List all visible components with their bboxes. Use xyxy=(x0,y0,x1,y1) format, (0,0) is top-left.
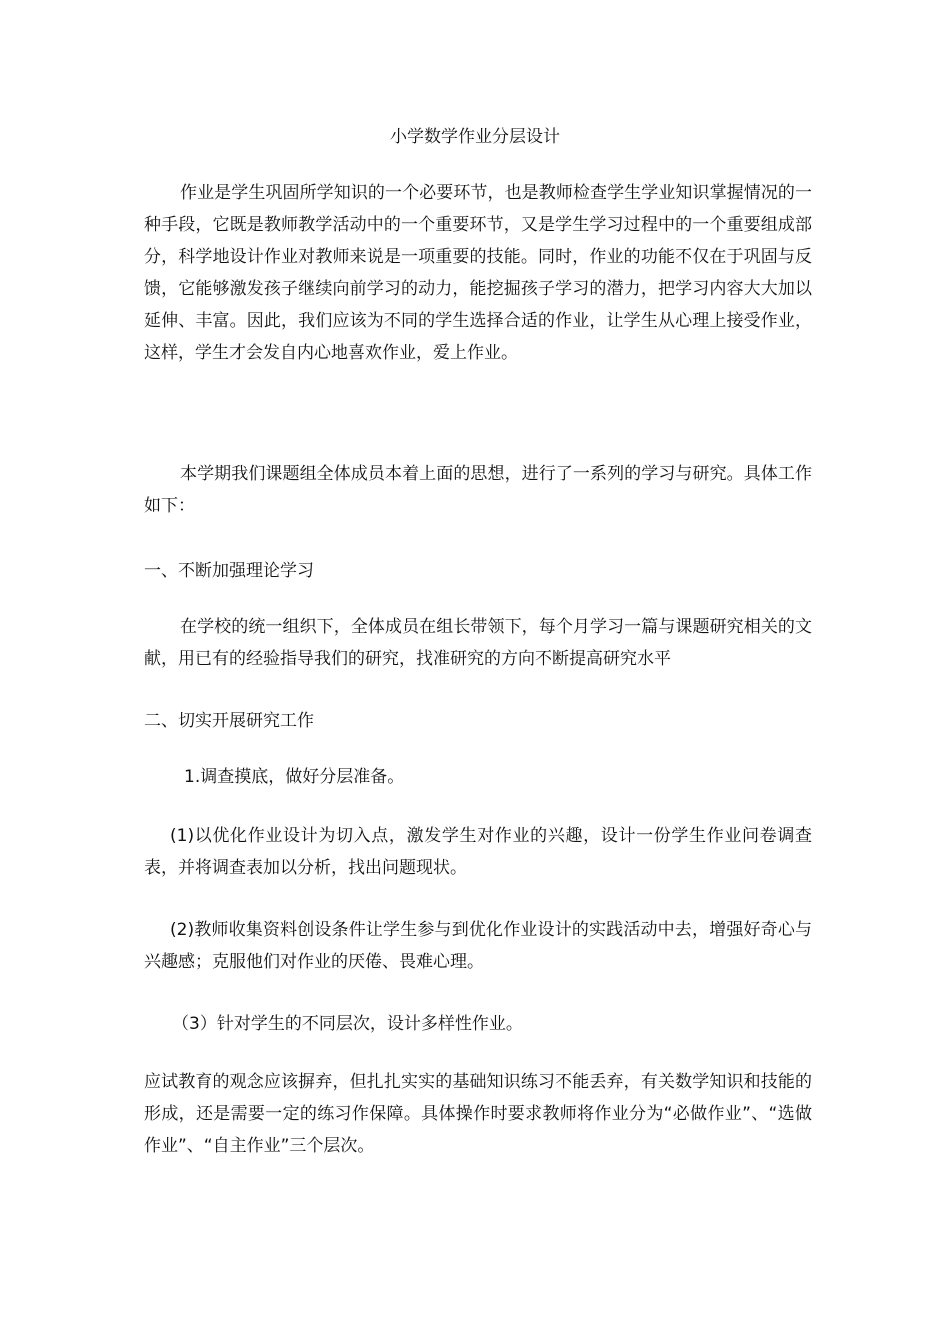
sub-item-1: (1)以优化作业设计为切入点，激发学生对作业的兴趣，设计一份学生作业问卷调查表，并将调查表加以分析，找出问题现状。 xyxy=(144,826,812,878)
sub-item-2: (2)教师收集资料创设条件让学生参与到优化作业设计的实践活动中去，增强好奇心与兴趣感；克服他们对作业的厌倦、畏难心理。 xyxy=(144,920,812,972)
section2-heading: 二、切实开展研究工作 xyxy=(144,711,314,731)
intro-paragraph: 作业是学生巩固所学知识的一个必要环节，也是教师检查学生学业知识掌握情况的一种手段，它既是教师教学活动中的一个重要环节，又是学生学习过程中的一个重要组成部分，科学地设计作业对教师来说是一项重要的技能。同时，作业的功能不仅在于巩固与反馈，它能够激发孩子继续向前学习的动力，能挖掘孩子学习的潜力，把学习内容大大加以延伸、丰富。因此，我们应该为不同的学生选择合适的作业，让学生从心理上接受作业，这样，学生才会发自内心地喜欢作业，爱上作业。 xyxy=(144,183,812,363)
section1-paragraph: 在学校的统一组织下，全体成员在组长带领下，每个月学习一篇与课题研究相关的文献，用已有的经验指导我们的研究，找准研究的方向不断提高研究水平 xyxy=(144,617,812,669)
closing-paragraph: 应试教育的观念应该摒弃，但扎扎实实的基础知识练习不能丢弃，有关数学知识和技能的形成，还是需要一定的练习作保障。具体操作时要求教师将作业分为“必做作业”、“选做作业”、“自主作业”三个层次。 xyxy=(144,1072,812,1156)
item1-heading: 1.调查摸底，做好分层准备。 xyxy=(184,767,405,787)
document-title: 小学数学作业分层设计 xyxy=(390,127,560,147)
section1-heading: 一、不断加强理论学习 xyxy=(144,561,314,581)
sub-item-3: （3）针对学生的不同层次，设计多样性作业。 xyxy=(172,1014,523,1034)
work-paragraph: 本学期我们课题组全体成员本着上面的思想，进行了一系列的学习与研究。具体工作如下： xyxy=(144,464,812,516)
